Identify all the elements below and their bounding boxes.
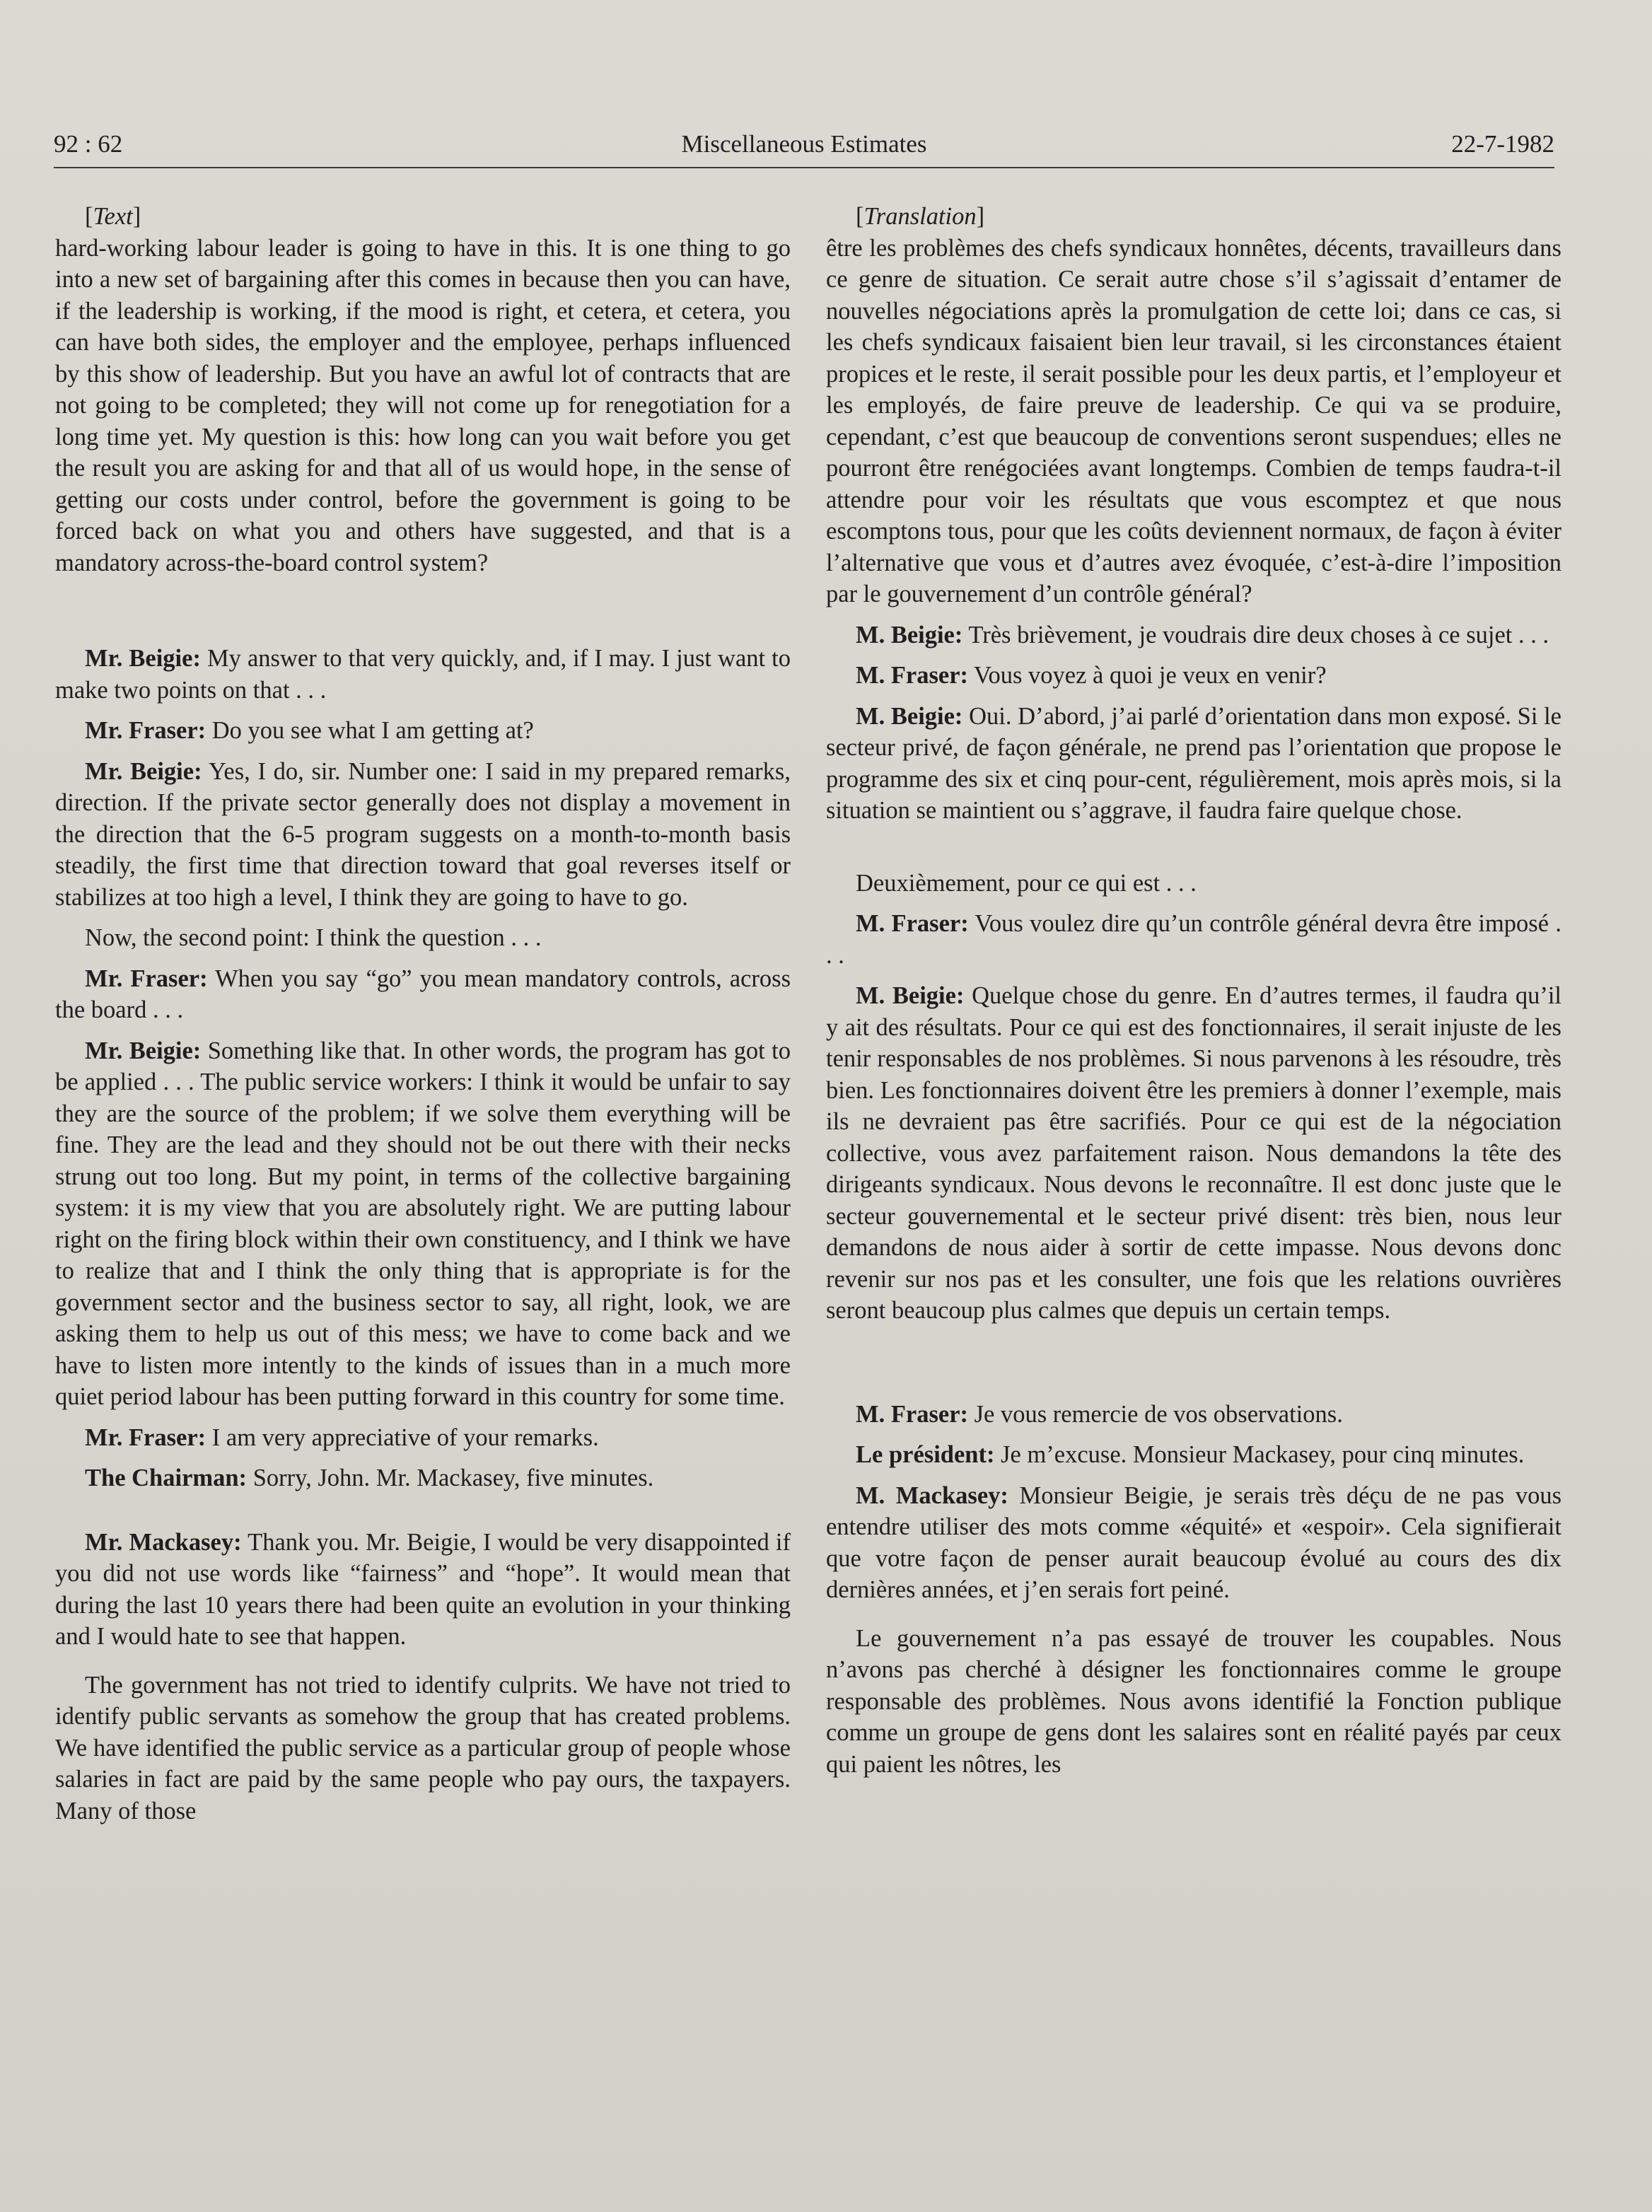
english-column: [55, 201, 791, 2181]
paragraph: Mr. Fraser: I am very appreciative of your remarks.: [85, 1424, 599, 1451]
paragraph: Mr. Beigie: My answer to that very quickly, and, if I may. I just want to make two points on that . . .: [55, 645, 791, 704]
paragraph: M. Fraser: Vous voulez dire qu’un contrôle général devra être imposé . . .: [826, 910, 1561, 969]
paragraph: Mr. Fraser: Do you see what I am getting at?: [85, 717, 534, 744]
speaker-name: M. Mackasey:: [856, 1482, 1008, 1509]
speaker-name: M. Fraser:: [856, 1400, 968, 1428]
paragraph: The Chairman: Sorry, John. Mr. Mackasey, five minutes.: [85, 1465, 654, 1491]
speaker-name: Mr. Fraser:: [85, 965, 208, 992]
speaker-name: M. Beigie:: [856, 702, 963, 730]
french-column: [826, 201, 1561, 2181]
paragraph: être les problèmes des chefs syndicaux honnêtes, décents, travailleurs dans ce genre de situation. Ce serait autre chose s’il s’agissait d’entamer de nouvelles négociations après la promulgation de cette loi; dans ce cas, si les chefs syndicaux faisaient bien leur travail, si les circonstances étaient propices et le reste, il serait possible pour les deux partis, et l’employeur et les employés, de faire preuve de leadership. Ce qui va se produire, cependant, c’est que beaucoup de conventions seront suspendues; elles ne pourront être renégociées avant longtemps. Combien de temps faudra-t-il attendre pour voir les résultats que vous escomptez et que nous escomptons tous, pour que les coûts deviennent normaux, de façon à éviter l’alternative que vous et d’autres avez évoquée, c’est-à-dire l’imposition par le gouvernement d’un contrôle général?: [826, 234, 1561, 607]
paragraph: M. Mackasey: Monsieur Beigie, je serais très déçu de ne pas vous entendre utiliser des mots comme «équité» et «espoir». Cela signifierait que votre façon de penser aurait beaucoup évolué au cours des dix dernières années, et j’en serais fort peiné.: [826, 1482, 1562, 1603]
paragraph: Mr. Fraser: When you say “go” you mean mandatory controls, across the board . . .: [55, 965, 791, 1023]
paragraph: hard-working labour leader is going to have in this. It is one thing to go into a new set of bargaining after this comes in because then you can have, if the leadership is working, if the mood is right, et cetera, et cetera, you can have both sides, the employer and the employee, perhaps influenced by this show of leadership. But you have an awful lot of contracts that are not going to be completed; they will not come up for renegotiation for a long time yet. My question is this: how long can you wait before you get the result you are asking for and that all of us would hope, in the sense of getting our costs under control, before the government is going to be forced back on what you and others have suggested, and that is a mandatory across-the-board control system?: [55, 234, 791, 576]
language-label: [Text]: [85, 203, 141, 230]
paragraph: Deuxièmement, pour ce qui est . . .: [856, 869, 1197, 897]
speaker-name: M. Beigie:: [856, 982, 965, 1009]
speaker-name: M. Fraser:: [856, 662, 968, 689]
speaker-name: Mr. Fraser:: [85, 1424, 206, 1451]
page-title: Miscellaneous Estimates: [681, 130, 927, 158]
paragraph: M. Beigie: Quelque chose du genre. En d’autres termes, il faudra qu’il y ait des résultats. Pour ce qui est des fonctionnaires, il serait injuste de les tenir responsables de nos problèmes. Si nous parvenons à les résoudre, très bien. Les fonctionnaires doivent être les premiers à donner l’exemple, mais ils ne devraient pas être sacrifiés. Pour ce qui est de la négociation collective, vous avez parfaitement raison. Nous demandons la tête des dirigeants syndicaux. Nous devons le reconnaître. Il est donc juste que le secteur gouvernemental et le secteur privé disent: très bien, nous leur demandons de nous aider à sortir de cette impasse. Nous devons donc revenir sur nos pas et les consulter, une fois que les relations ouvrières seront beaucoup plus calmes que depuis un certain temps.: [826, 982, 1562, 1324]
speaker-name: Mr. Fraser:: [85, 717, 206, 744]
paragraph: The government has not tried to identify culprits. We have not tried to identify public servants as somehow the group that has created problems. We have identified the public service as a particular group of people whose salaries in fact are paid by the same people who pay ours, the taxpayers. Many of those: [55, 1671, 791, 1824]
paragraph: Now, the second point: I think the question . . .: [85, 924, 542, 951]
speaker-name: Mr. Mackasey:: [85, 1528, 242, 1556]
running-header: [54, 124, 1554, 164]
header-rule: [54, 167, 1554, 168]
paragraph: M. Beigie: Oui. D’abord, j’ai parlé d’orientation dans mon exposé. Si le secteur privé, de façon générale, ne prend pas l’orientation que propose le programme des six et cinq pour-cent, régulièrement, mois après mois, si la situation se maintient ou s’aggrave, il faudra faire quelque chose.: [826, 702, 1561, 824]
speaker-name: Mr. Beigie:: [85, 757, 202, 785]
paragraph: M. Fraser: Vous voyez à quoi je veux en venir?: [856, 662, 1327, 689]
speaker-name: M. Fraser:: [856, 910, 969, 937]
paragraph: Mr. Mackasey: Thank you. Mr. Beigie, I would be very disappointed if you did not use words like “fairness” and “hope”. It would mean that during the last 10 years there had been quite an evolution in your thinking and I would hate to see that happen.: [55, 1528, 791, 1650]
paragraph: Le gouvernement n’a pas essayé de trouver les coupables. Nous n’avons pas cherché à désigner les fonctionnaires comme le groupe responsable des problèmes. Nous avons identifié la Fonction publique comme un groupe de gens dont les salaires sont en réalité payés par ceux qui paient les nôtres, les: [826, 1624, 1561, 1778]
paragraph: Mr. Beigie: Yes, I do, sir. Number one: I said in my prepared remarks, direction. If the private sector generally does not display a movement in the direction that the 6-5 program suggests on a month-to-month basis steadily, the first time that direction toward that goal reverses itself or stabilizes at too high a level, I think they are going to have to go.: [55, 757, 791, 911]
page-number: 92 : 62: [54, 130, 123, 158]
speaker-name: M. Beigie:: [856, 621, 963, 648]
speaker-name: Le président:: [856, 1441, 995, 1468]
paragraph: M. Beigie: Très brièvement, je voudrais dire deux choses à ce sujet . . .: [856, 621, 1549, 648]
paragraph: Le président: Je m’excuse. Monsieur Mackasey, pour cinq minutes.: [856, 1441, 1525, 1468]
speaker-name: Mr. Beigie:: [85, 1037, 202, 1064]
speaker-name: Mr. Beigie:: [85, 645, 201, 672]
paragraph: M. Fraser: Je vous remercie de vos observations.: [856, 1400, 1343, 1428]
speaker-name: The Chairman:: [85, 1465, 248, 1491]
language-label: [Translation]: [856, 203, 985, 230]
paragraph: Mr. Beigie: Something like that. In other words, the program has got to be applied . . . The public service workers: I think it would be unfair to say they are the source of the problem; if we solve them everything will be fine. They are the lead and they should not be out there with their necks strung out too long. But my point, in terms of the collective bargaining system: it is my view that you are absolutely right. We are putting labour right on the firing block within their own constituency, and I think we have to realize that and I think the only thing that is appropriate is for the government sector and the business sector to say, all right, look, we are asking them to help us out of this mess; we have to come back and we have to listen more intently to the kinds of issues than in a much more quiet period labour has been putting forward in this country for some time.: [55, 1037, 791, 1410]
header-date: 22-7-1982: [1451, 130, 1554, 158]
